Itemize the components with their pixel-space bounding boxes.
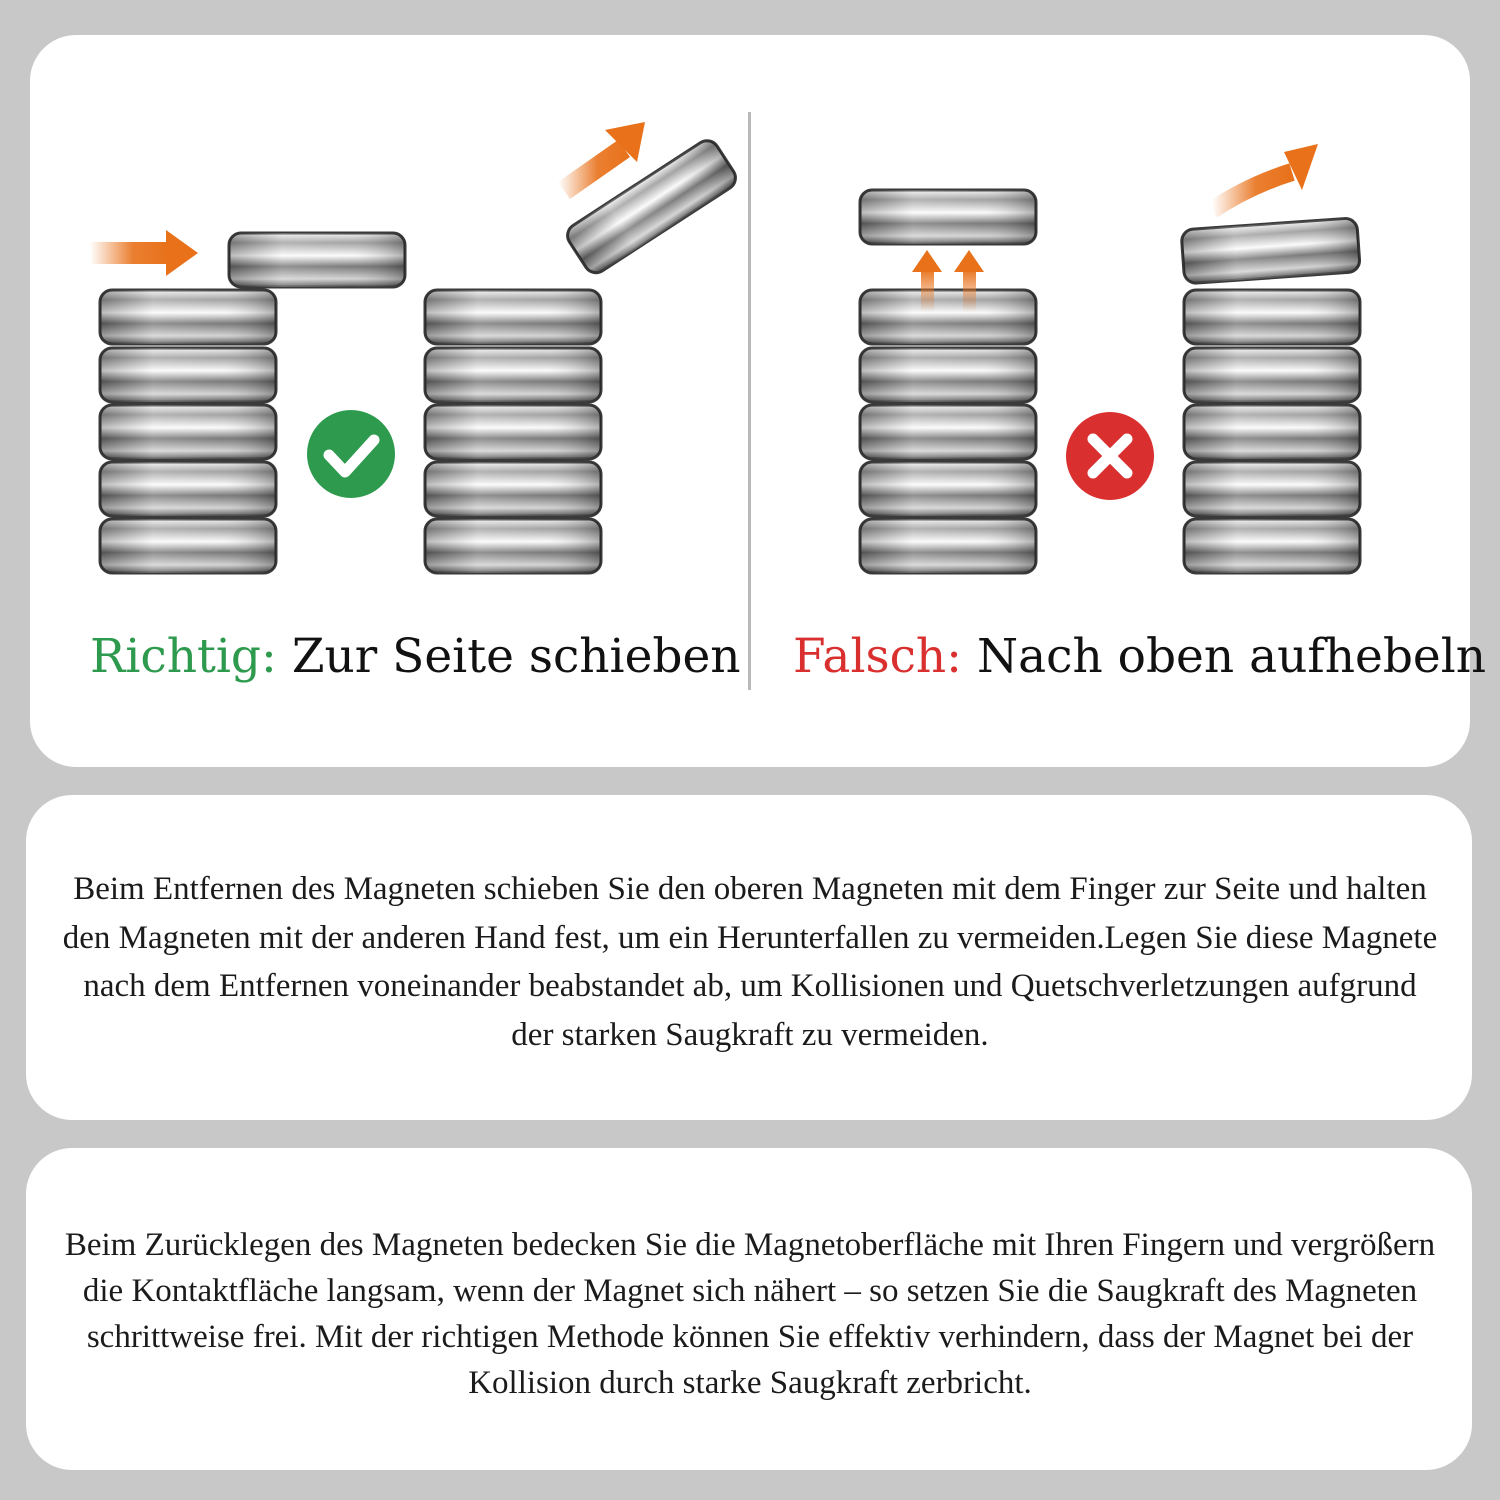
removal-instructions: Beim Entfernen des Magneten schieben Sie den oberen Magneten mit dem Finger zur Seite und halten den Magneten mit der anderen Hand fest, um ein Herunterfallen zu vermeiden.Legen Sie diese Magnete nach dem Entfernen voneinander beabstandet ab, um Kollisionen und Quetschverletzungen aufgrund der starken Saugkraft zu vermeiden. [62,871,1438,1053]
correct-text: Zur Seite schieben [291,629,741,684]
check-circle-icon [307,410,395,498]
magnet-illustration [0,0,1500,620]
wrong-caption [793,624,1487,690]
replacement-instructions: Beim Zurücklegen des Magneten bedecken Sie die Magnetoberfläche mit Ihren Fingern und vergrößern die Kontaktfläche langsam, wenn der Magnet sich nähert – so setzen Sie die Saugkraft des Magneten schrittweise frei. Mit der richtigen Methode können Sie effektiv verhindern, dass der Magnet bei der Kollision durch starke Saugkraft zerbricht. [64,1227,1436,1401]
x-circle-icon [1066,412,1154,500]
correct-caption [90,624,741,690]
wrong-text: Nach oben aufhebeln [976,629,1487,684]
magnet-stack-correct-1 [100,233,405,573]
slide-arrow-icon [90,230,198,276]
wrong-label: Falsch: [793,629,963,684]
curved-arrow-icon [1212,144,1318,210]
magnet-stack-correct-2 [425,136,740,573]
magnet-stack-wrong-2 [1181,218,1360,573]
correct-label: Richtig: [90,629,277,684]
magnet-stack-wrong-1 [860,190,1036,573]
